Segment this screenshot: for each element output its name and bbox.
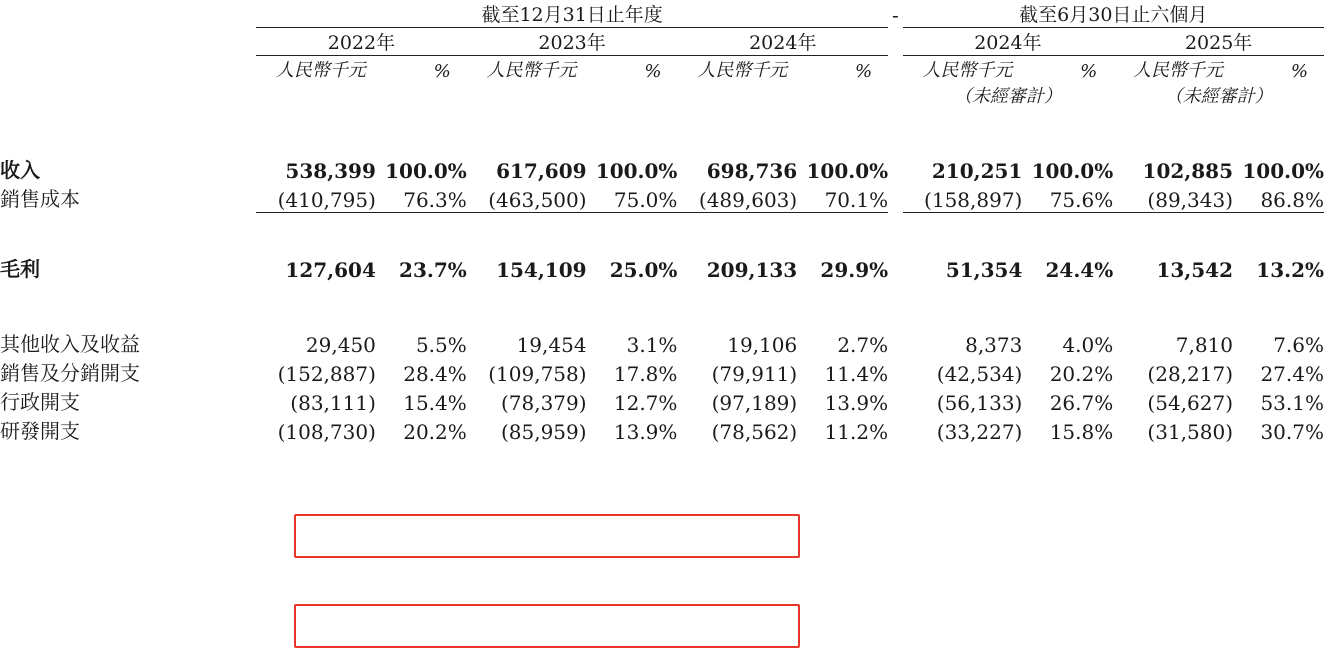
units-row: [0, 56, 1324, 83]
admin-2024h1-pct: 26.7%: [1049, 390, 1114, 415]
unit-percent-2022: %: [433, 61, 451, 82]
spacer-before-gross-profit: [0, 212, 1324, 253]
rnd-2022-amount: (108,730): [277, 419, 376, 444]
other-2022-amount: 29,450: [305, 332, 376, 357]
spacer-cell-2: [0, 212, 1324, 253]
unaudited-blank-4: [587, 82, 678, 108]
unaudited-blank-6: [797, 82, 888, 108]
rnd-2024-amount: (78,562): [711, 419, 798, 444]
row-label-revenue: 收入: [0, 158, 40, 182]
rnd-2024-pct: 11.2%: [824, 419, 889, 444]
gp-2025h1-amount: 13,542: [1156, 257, 1234, 282]
cost-2022-pct: 76.3%: [376, 183, 467, 212]
gp-2023-amount: 154,109: [496, 257, 587, 282]
spacer-before-revenue: [0, 108, 1324, 154]
unaudited-2024-interim: （未經審計）: [953, 86, 1062, 107]
unit-gap: [888, 56, 902, 83]
revenue-2024h1-pct: 100.0%: [1031, 159, 1114, 183]
cost-2025h1-amount: (89,343): [1113, 183, 1233, 212]
revenue-gap: [888, 154, 902, 183]
cost-2024h1-amount: (158,897): [903, 183, 1023, 212]
group-header-row: [0, 0, 1324, 27]
year-gap: [888, 28, 902, 56]
gp-gap: [888, 253, 902, 282]
revenue-2024-amount: 698,736: [706, 159, 798, 183]
spacer-cell-3: [0, 282, 1324, 328]
rnd-2025h1-pct: 30.7%: [1260, 419, 1324, 444]
admin-2022-pct: 15.4%: [403, 390, 467, 415]
table-row-selling-distribution: [0, 357, 1324, 386]
unaudited-spacer: [0, 82, 256, 108]
other-2024h1-pct: 4.0%: [1062, 332, 1114, 357]
unit-percent-2024-interim: %: [1080, 61, 1098, 82]
table-row-rnd: [0, 415, 1324, 444]
rnd-2022-pct: 20.2%: [403, 419, 467, 444]
sell-2024h1-amount: (42,534): [936, 361, 1023, 386]
table-row-cost-of-sales: [0, 183, 1324, 212]
cost-2024-amount: (489,603): [677, 183, 797, 212]
other-2023-amount: 19,454: [516, 332, 587, 357]
revenue-2022-amount: 538,399: [285, 159, 376, 183]
rnd-gap: [888, 415, 902, 444]
unit-percent-2023: %: [644, 61, 662, 82]
unaudited-blank-3: [467, 82, 587, 108]
gp-2024-amount: 209,133: [706, 257, 798, 282]
other-2024h1-amount: 8,373: [965, 332, 1023, 357]
row-label-other-income: 其他收入及收益: [0, 331, 140, 356]
gp-2023-pct: 25.0%: [609, 257, 678, 282]
table-row-gross-profit: [0, 253, 1324, 282]
cost-2023-amount: (463,500): [467, 183, 587, 212]
table-row-administrative: [0, 386, 1324, 415]
sell-gap: [888, 357, 902, 386]
unaudited-row: [0, 82, 1324, 108]
admin-2025h1-pct: 53.1%: [1260, 390, 1324, 415]
other-2024-pct: 2.7%: [837, 332, 889, 357]
row-label-rnd: 研發開支: [0, 418, 80, 443]
other-gap: [888, 328, 902, 357]
unit-currency-2024-interim: 人民幣千元: [922, 60, 1013, 81]
group-header-dash: -: [891, 3, 899, 27]
revenue-2025h1-pct: 100.0%: [1242, 159, 1324, 183]
sell-2022-amount: (152,887): [277, 361, 376, 386]
admin-2023-amount: (78,379): [500, 390, 587, 415]
row-label-selling-distribution: 銷售及分銷開支: [0, 360, 140, 385]
year-2025-interim: 2025年: [1184, 32, 1253, 54]
revenue-2025h1-amount: 102,885: [1142, 159, 1234, 183]
unit-currency-2023: 人民幣千元: [486, 60, 577, 81]
spacer-before-other-income: [0, 282, 1324, 328]
year-2024-annual: 2024年: [749, 32, 817, 54]
rnd-2023-amount: (85,959): [500, 419, 587, 444]
year-2023: 2023年: [538, 32, 606, 54]
gp-2022-amount: 127,604: [285, 257, 376, 282]
spacer-cell: [0, 108, 1324, 154]
revenue-2023-pct: 100.0%: [595, 159, 678, 183]
other-2022-pct: 5.5%: [415, 332, 467, 357]
revenue-2024-pct: 100.0%: [806, 159, 889, 183]
gp-2024h1-amount: 51,354: [945, 257, 1023, 282]
admin-2024-amount: (97,189): [711, 390, 798, 415]
unaudited-blank-5: [677, 82, 797, 108]
rnd-2024h1-pct: 15.8%: [1049, 419, 1114, 444]
group-header-annual: 截至12月31日止年度: [481, 4, 663, 26]
sell-2022-pct: 28.4%: [403, 361, 467, 386]
admin-gap: [888, 386, 902, 415]
sell-2023-amount: (109,758): [488, 361, 587, 386]
admin-2025h1-amount: (54,627): [1147, 390, 1234, 415]
row-label-cost-of-sales: 銷售成本: [0, 187, 80, 211]
unit-percent-2025-interim: %: [1290, 61, 1308, 82]
admin-2024h1-amount: (56,133): [936, 390, 1023, 415]
unaudited-blank-2: [376, 82, 467, 108]
sell-2024-amount: (79,911): [711, 361, 798, 386]
row-label-administrative: 行政開支: [0, 389, 80, 414]
sell-2024-pct: 11.4%: [824, 361, 889, 386]
year-header-row: [0, 28, 1324, 56]
year-2024-interim: 2024年: [974, 32, 1042, 54]
revenue-2023-amount: 617,609: [496, 159, 587, 183]
cost-gap: [888, 183, 902, 212]
unit-currency-2022: 人民幣千元: [275, 60, 366, 81]
empty-corner: [0, 0, 256, 27]
rnd-2024h1-amount: (33,227): [936, 419, 1023, 444]
sell-2025h1-pct: 27.4%: [1260, 361, 1324, 386]
cost-2022-amount: (410,795): [256, 183, 376, 212]
unit-currency-2025-interim: 人民幣千元: [1133, 60, 1224, 81]
unaudited-blank-1: [256, 82, 376, 108]
rnd-2025h1-amount: (31,580): [1147, 419, 1234, 444]
cost-2025h1-pct: 86.8%: [1233, 183, 1324, 212]
year-2022: 2022年: [327, 32, 396, 54]
unit-percent-2024: %: [855, 61, 873, 82]
admin-2023-pct: 12.7%: [613, 390, 678, 415]
units-spacer: [0, 56, 256, 83]
sell-2025h1-amount: (28,217): [1147, 361, 1234, 386]
gp-2025h1-pct: 13.2%: [1256, 257, 1324, 282]
year-spacer-left: [0, 28, 256, 56]
sell-2024h1-pct: 20.2%: [1049, 361, 1114, 386]
sell-2023-pct: 17.8%: [613, 361, 678, 386]
table-row-other-income: [0, 328, 1324, 357]
gp-2022-pct: 23.7%: [399, 257, 467, 282]
other-2025h1-pct: 7.6%: [1273, 332, 1324, 357]
highlight-box-rnd: [294, 604, 800, 648]
row-label-gross-profit: 毛利: [0, 256, 40, 281]
table-row-revenue: [0, 154, 1324, 183]
other-2024-amount: 19,106: [727, 332, 798, 357]
revenue-2024h1-amount: 210,251: [931, 159, 1023, 183]
gp-2024h1-pct: 24.4%: [1045, 257, 1114, 282]
group-header-interim: 截至6月30日止六個月: [1019, 4, 1208, 26]
cost-2023-pct: 75.0%: [587, 183, 678, 212]
unit-currency-2024: 人民幣千元: [697, 60, 788, 81]
cost-2024-pct: 70.1%: [797, 183, 888, 212]
cost-2024h1-pct: 75.6%: [1022, 183, 1113, 212]
highlight-box-selling-distribution: [294, 514, 800, 558]
other-2023-pct: 3.1%: [626, 332, 678, 357]
rnd-2023-pct: 13.9%: [613, 419, 678, 444]
admin-2024-pct: 13.9%: [824, 390, 889, 415]
revenue-2022-pct: 100.0%: [385, 159, 467, 183]
other-2025h1-amount: 7,810: [1175, 332, 1234, 357]
unaudited-gap: [888, 82, 902, 108]
admin-2022-amount: (83,111): [290, 390, 376, 415]
unaudited-2025-interim: （未經審計）: [1164, 86, 1273, 107]
gp-2024-pct: 29.9%: [820, 257, 889, 282]
